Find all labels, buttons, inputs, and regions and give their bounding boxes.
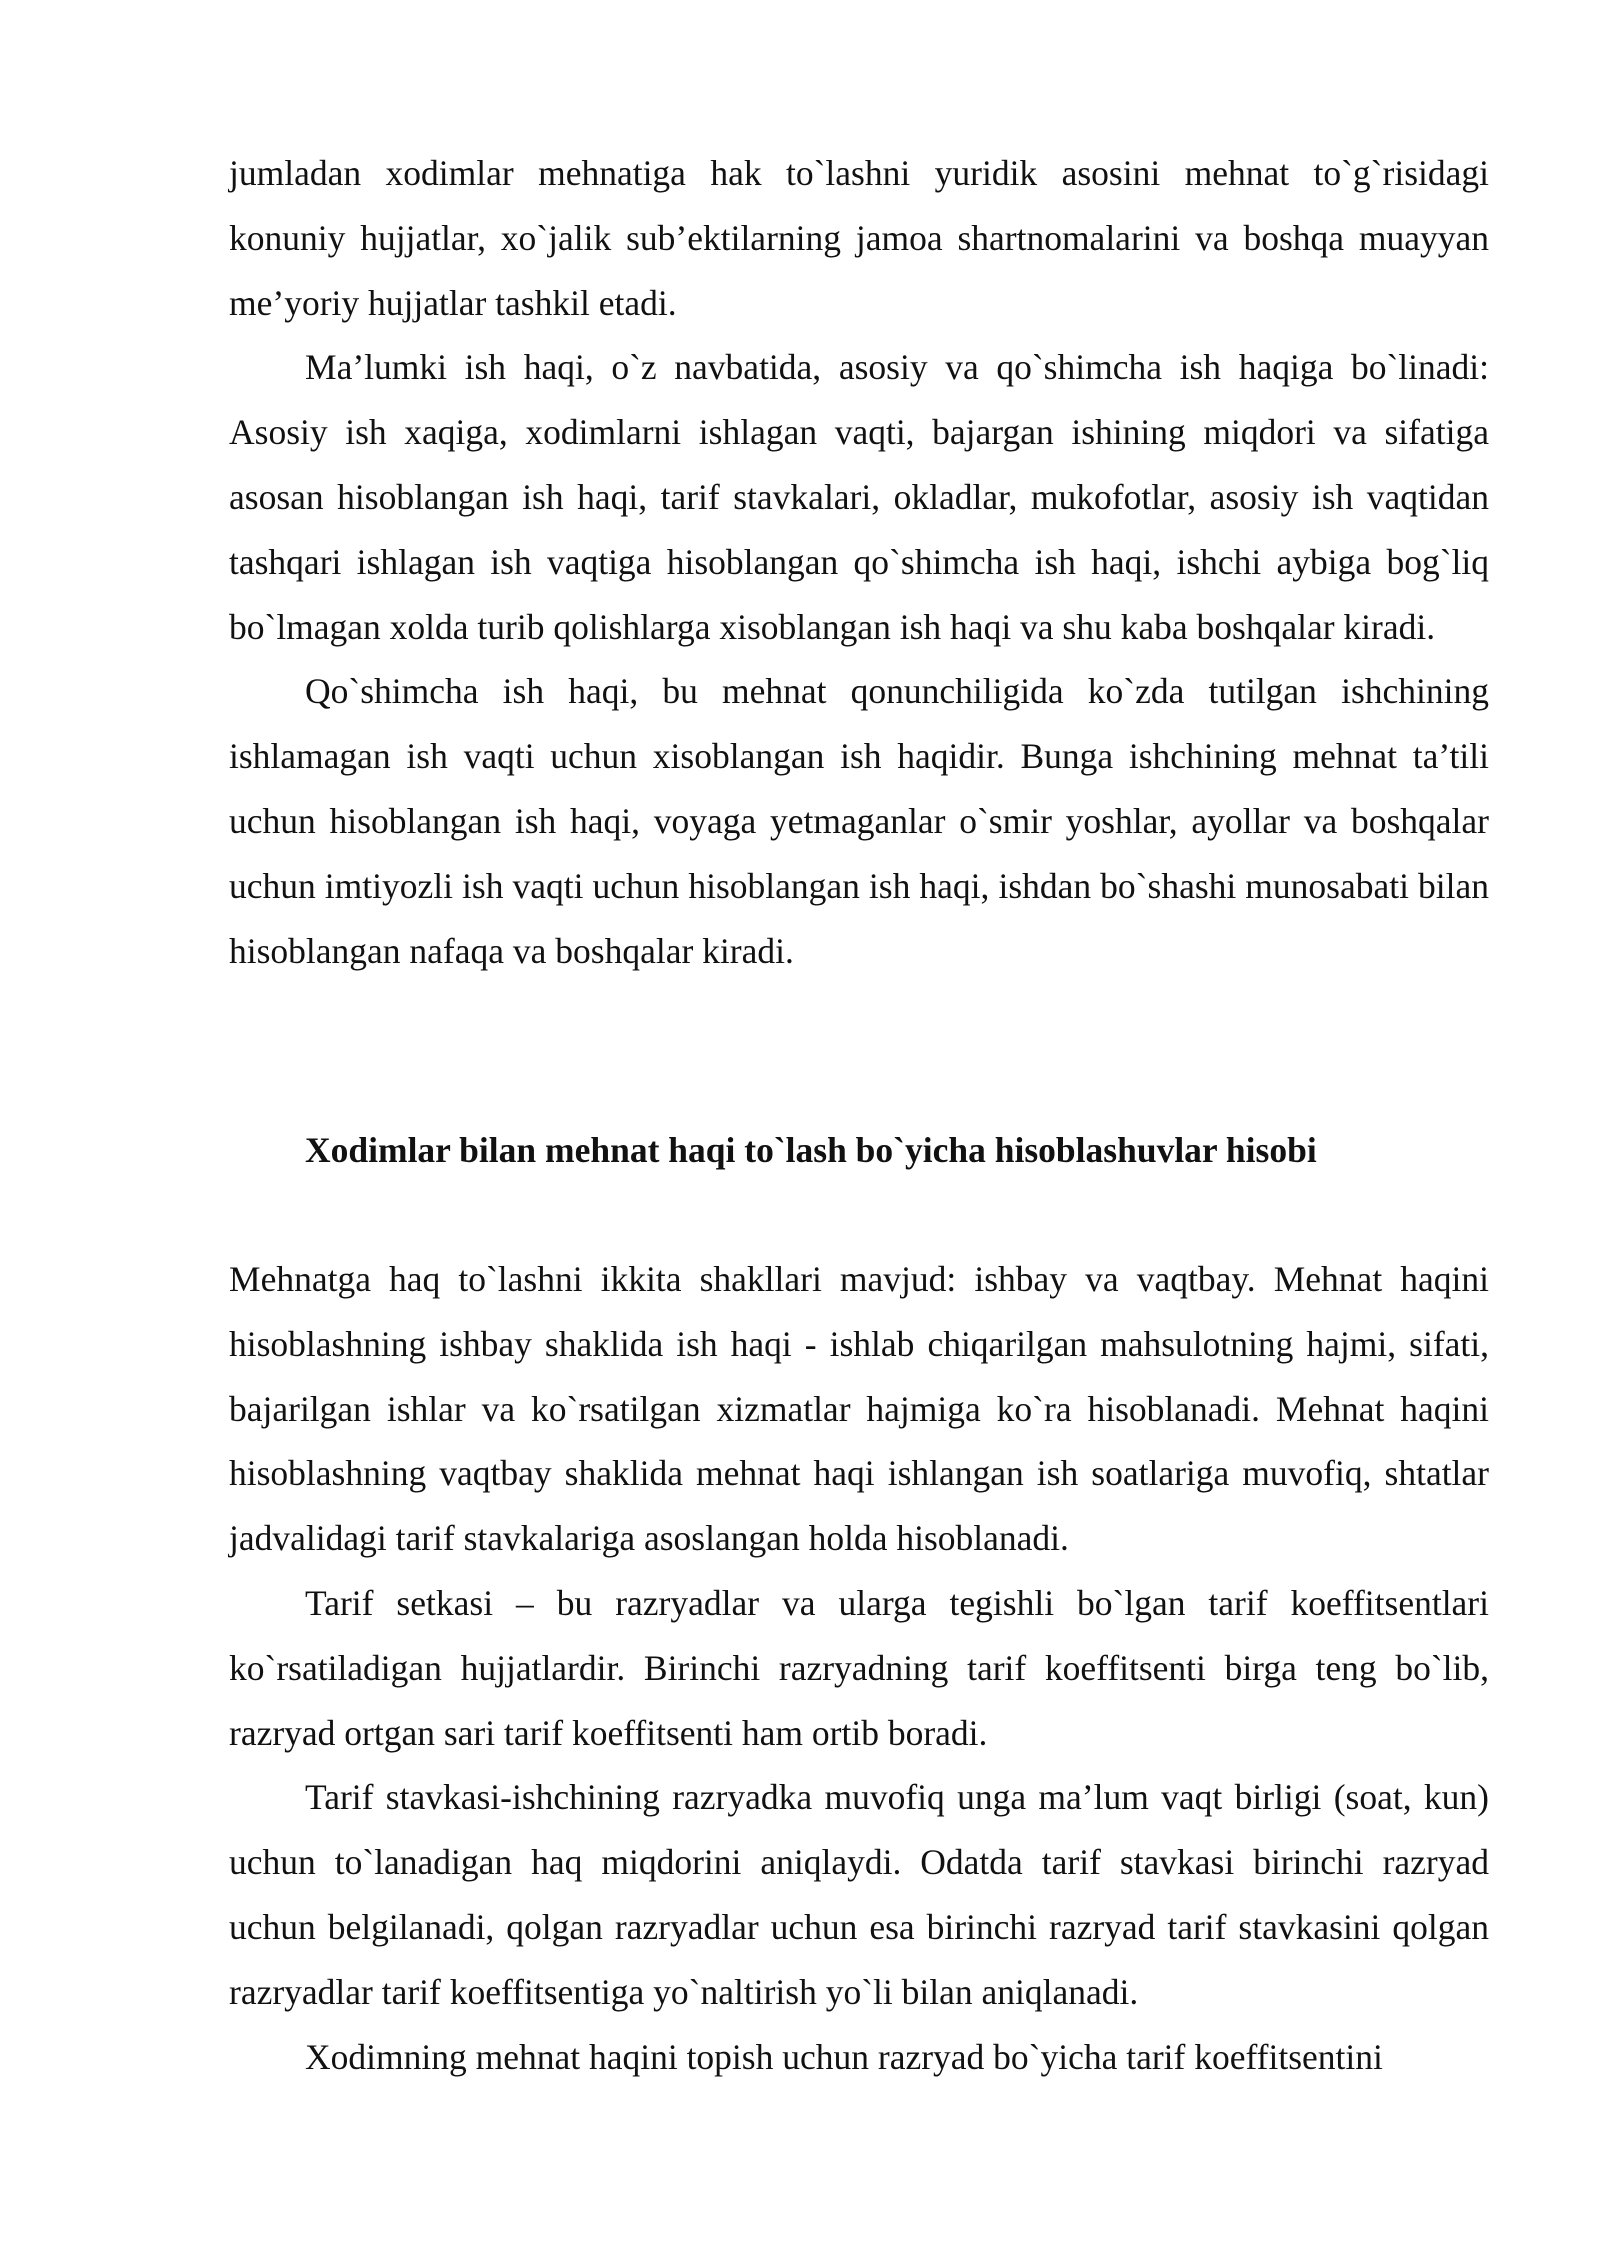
paragraph: Mehnatga haq to`lashni ikkita shakllari mavjud: ishbay va vaqtbay. Mehnat haqini hisoblashning ishbay shaklida ish haqi - ishlab chiqarilgan mahsulotning hajmi, sifati, bajarilgan ishlar va ko`rsatilgan xizmatlar hajmiga ko`ra hisoblanadi. Mehnat haqini hisoblashning vaqtbay shaklida mehnat haqi ishlangan ish soatlariga muvofiq, shtatlar jadvalidagi tarif stavkalariga asoslangan holda hisoblanadi. (229, 1259, 1489, 1559)
paragraph: Tarif stavkasi-ishchining razryadka muvofiq unga ma’lum vaqt birligi (soat, kun) uchun to`lanadigan haq miqdorini aniqlaydi. Odatda tarif stavkasi birinchi razryad uchun belgilanadi, qolgan razryadlar uchun esa birinchi razryad tarif stavkasini qolgan razryadlar tarif koeffitsentiga yo`naltirish yo`li bilan aniqlanadi. (229, 1777, 1489, 2012)
paragraph: Xodimning mehnat haqini topish uchun razryad bo`yicha tarif koeffitsentini (305, 2036, 1383, 2077)
section-heading: Xodimlar bilan mehnat haqi to`lash bo`yicha hisoblashuvlar hisobi (305, 1130, 1317, 1170)
body-text-bottom (229, 1247, 1489, 2089)
paragraph: jumladan xodimlar mehnatiga hak to`lashni yuridik asosini mehnat to`g`risidagi konuniy hujjatlar, xo`jalik sub’ektilarning jamoa shartnomalarini va boshqa muayyan me’yoriy hujjatlar tashkil etadi. (229, 153, 1489, 323)
body-text-top (229, 141, 1489, 983)
paragraph: Tarif setkasi – bu razryadlar va ularga tegishli bo`lgan tarif koeffitsentlari ko`rsatiladigan hujjatlardir. Birinchi razryadning tarif koeffitsenti birga teng bo`lib, razryad ortgan sari tarif koeffitsenti ham ortib boradi. (229, 1582, 1489, 1753)
paragraph: Qo`shimcha ish haqi, bu mehnat qonunchiligida ko`zda tutilgan ishchining ishlamagan ish vaqti uchun xisoblangan ish haqidir. Bunga ishchining mehnat ta’tili uchun hisoblangan ish haqi, voyaga yetmaganlar o`smir yoshlar, ayollar va boshqalar uchun imtiyozli ish vaqti uchun hisoblangan ish haqi, ishdan bo`shashi munosabati bilan hisoblangan nafaqa va boshqalar kiradi. (229, 671, 1489, 971)
paragraph: Ma’lumki ish haqi, o`z navbatida, asosiy va qo`shimcha ish haqiga bo`linadi: Asosiy ish xaqiga, xodimlarni ishlagan vaqti, bajargan ishining miqdori va sifatiga asosan hisoblangan ish haqi, tarif stavkalari, okladlar, mukofotlar, asosiy ish vaqtidan tashqari ishlagan ish vaqtiga hisoblangan qo`shimcha ish haqi, ishchi aybiga bog`liq bo`lmagan xolda turib qolishlarga xisoblangan ish haqi va shu kaba boshqalar kiradi. (229, 347, 1489, 647)
